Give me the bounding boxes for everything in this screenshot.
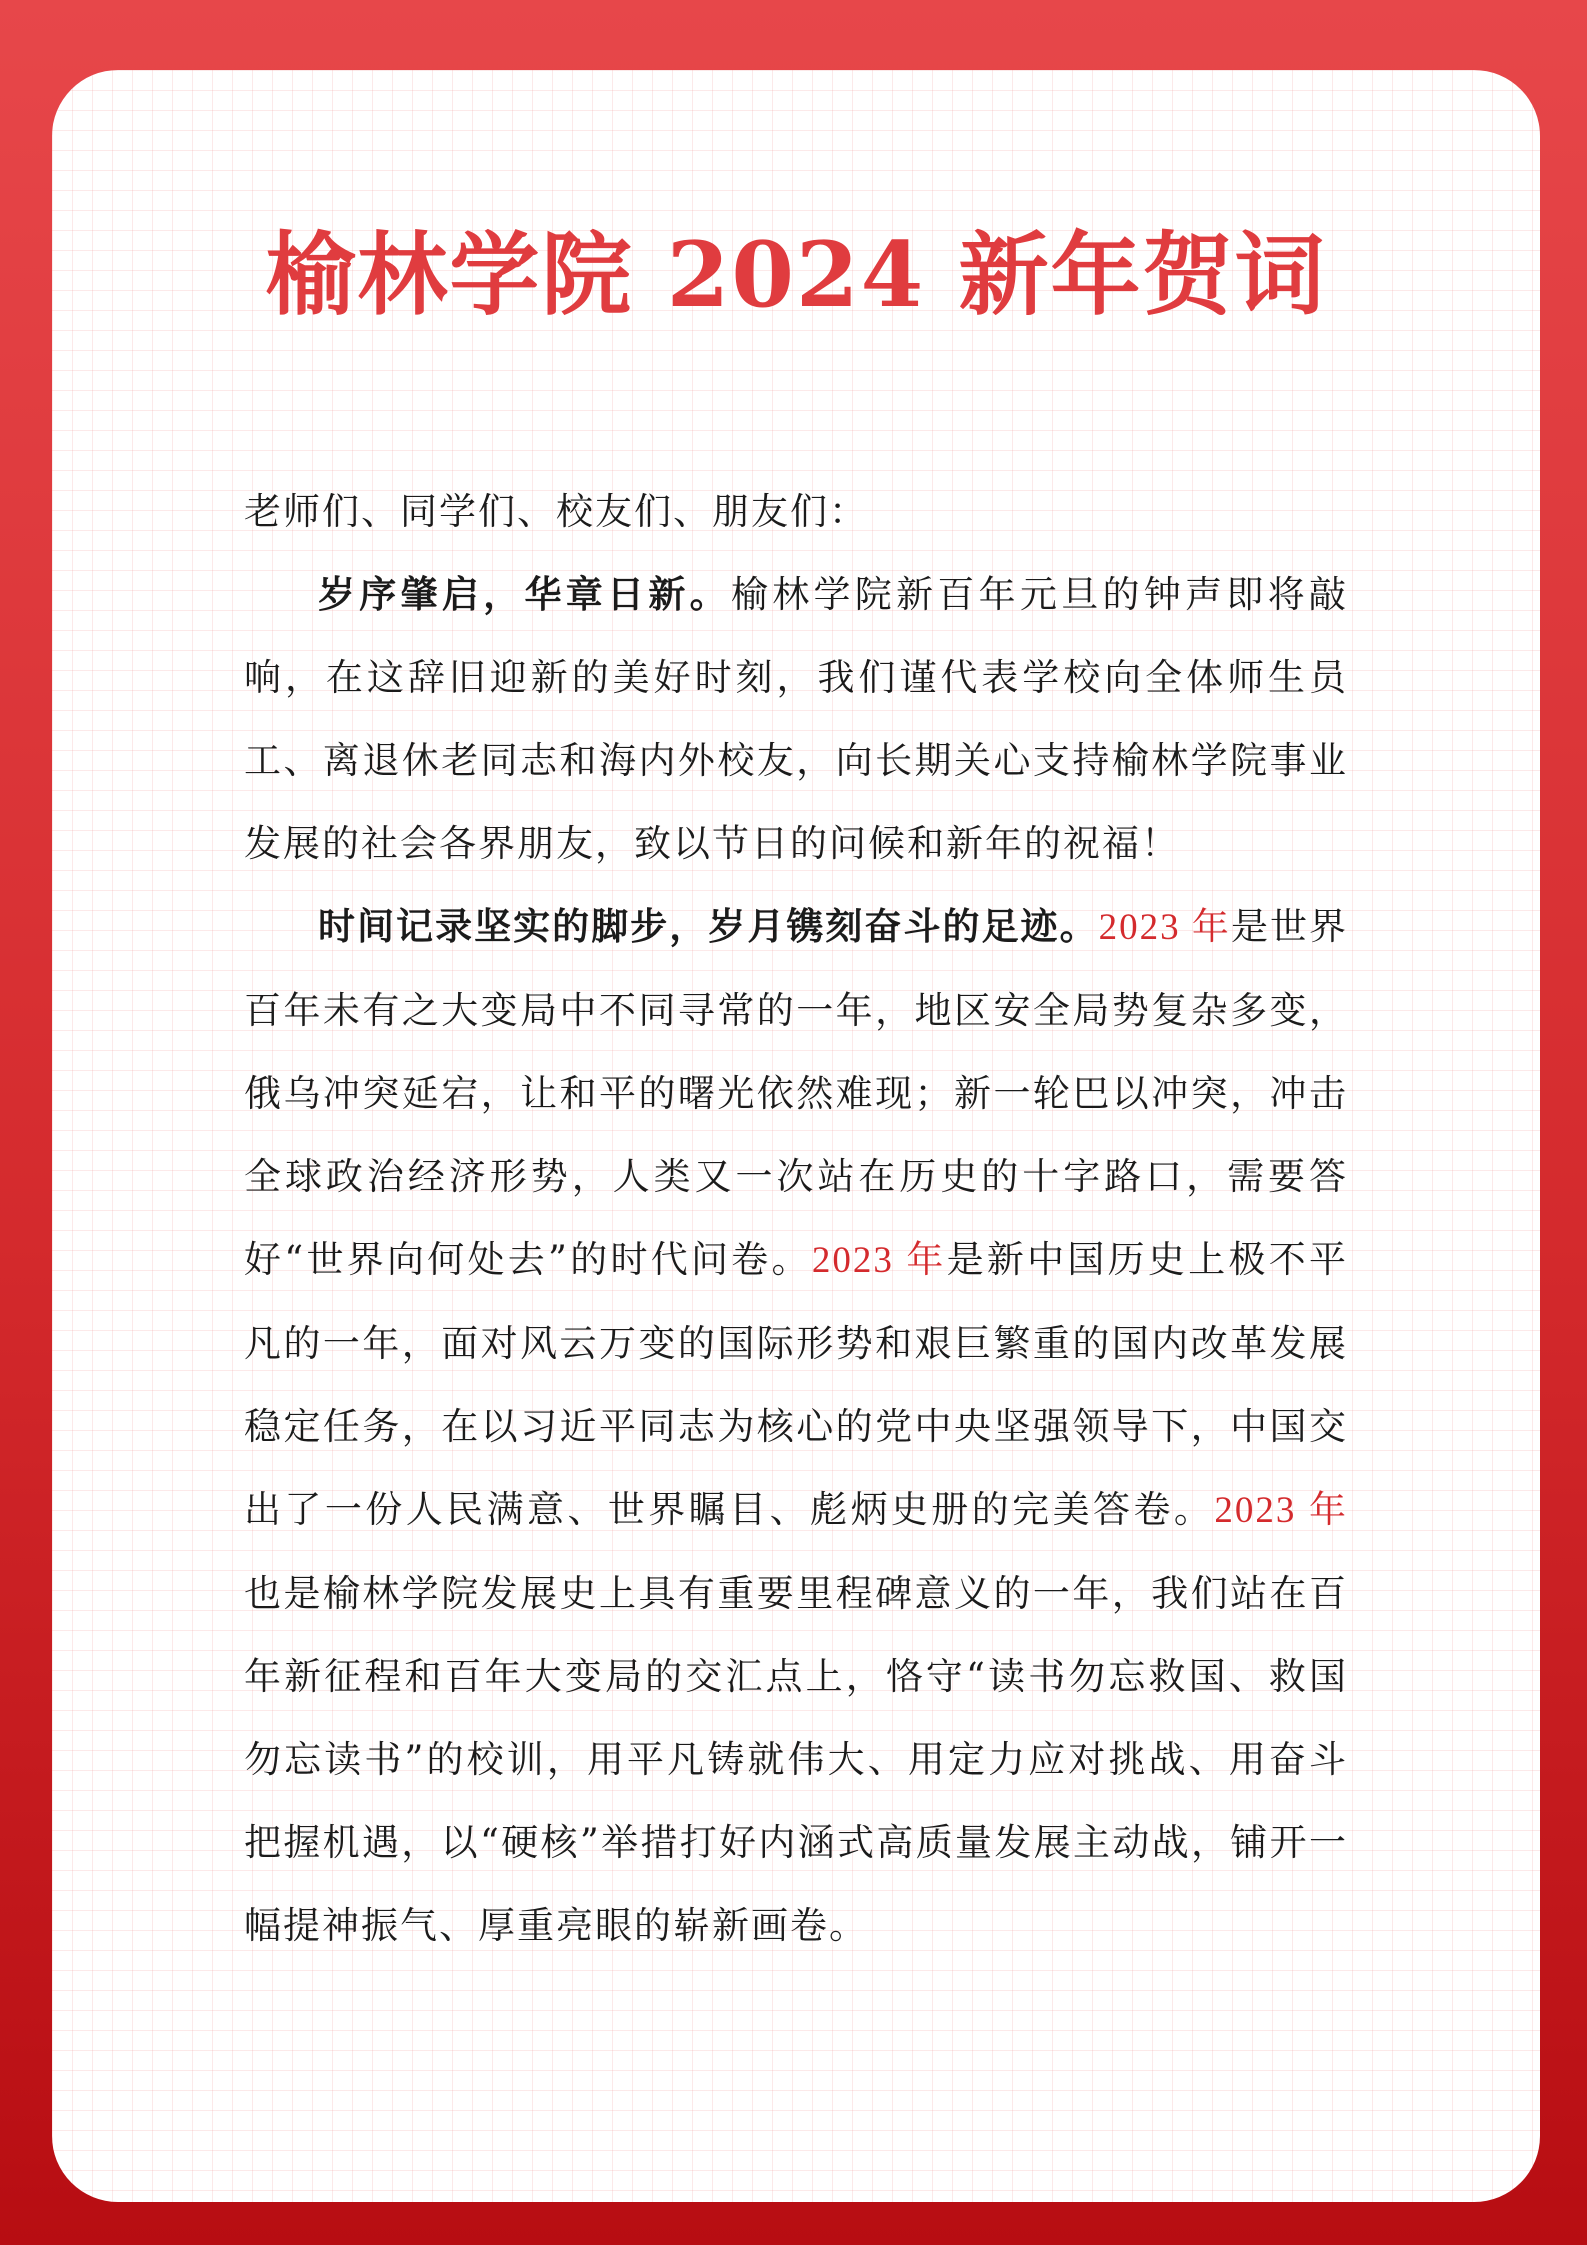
year-highlight: 2023 年 — [1214, 1490, 1349, 1531]
letter-body — [244, 470, 1348, 1967]
salutation: 老师们、同学们、校友们、朋友们： — [244, 490, 868, 533]
page-title: 榆林学院 2024 新年贺词 — [265, 222, 1327, 328]
year-highlight: 2023 年 — [1098, 907, 1231, 948]
paragraph-2 — [244, 885, 1348, 1967]
paragraph-2-text-2: 是新中国历史上极不平凡的一年，面对风云万变的国际形势和艰巨繁重的国内改革发展稳定任务，在以习近平同志为核心的党中央坚强领导下，中国交出了一份人民满意、世界瞩目、彪炳史册的完美答卷。 — [244, 1238, 1348, 1531]
paragraph-2-text-3: 也是榆林学院发展史上具有重要里程碑意义的一年，我们站在百年新征程和百年大变局的交汇点上，恪守“读书勿忘救国、救国勿忘读书”的校训，用平凡铸就伟大、用定力应对挑战、用奋斗把握机遇，以“硬核”举措打好内涵式高质量发展主动战，铺开一幅提神振气、厚重亮眼的崭新画卷。 — [244, 1572, 1348, 1947]
letter-card — [52, 70, 1540, 2202]
paragraph-2-lead: 时间记录坚实的脚步，岁月镌刻奋斗的足迹。 — [318, 904, 1099, 948]
paragraph-1-lead: 岁序肇启，华章日新。 — [318, 572, 731, 616]
paragraph-1 — [244, 553, 1348, 885]
year-highlight: 2023 年 — [811, 1240, 947, 1281]
paragraph-1-text: 榆林学院新百年元旦的钟声即将敲响，在这辞旧迎新的美好时刻，我们谨代表学校向全体师生员工、离退休老同志和海内外校友，向长期关心支持榆林学院事业发展的社会各界朋友，致以节日的问候和新年的祝福！ — [244, 573, 1349, 865]
paragraph-2-text-1: 是世界百年未有之大变局中不同寻常的一年，地区安全局势复杂多变，俄乌冲突延宕，让和平的曙光依然难现；新一轮巴以冲突，冲击全球政治经济形势，人类又一次站在历史的十字路口，需要答好“世界向何处去”的时代问卷。 — [244, 905, 1348, 1281]
